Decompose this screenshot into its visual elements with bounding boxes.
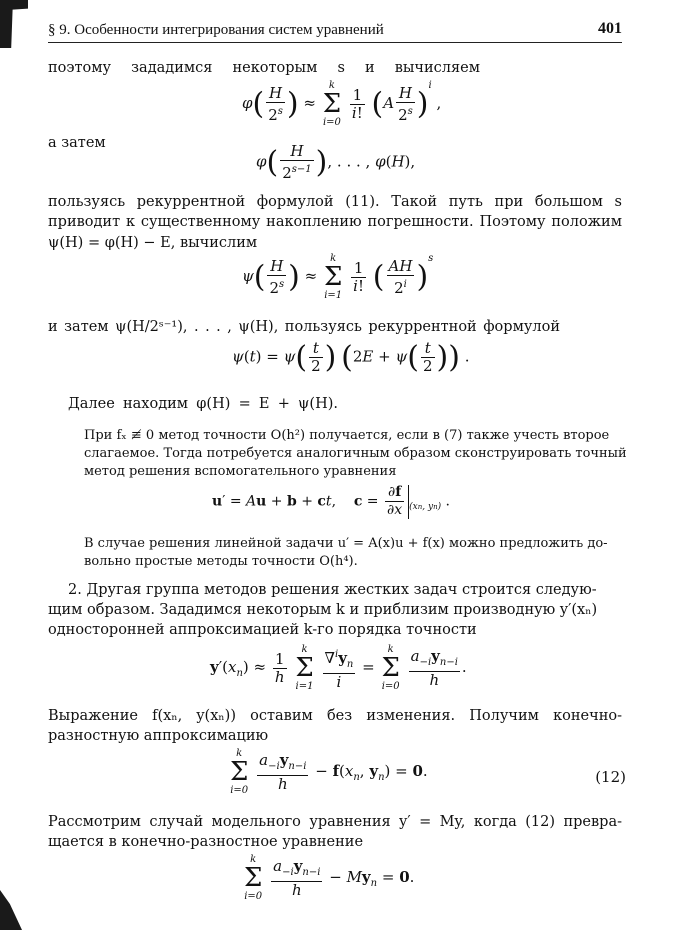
note-line-5: вольно простые методы точности O(h⁴). [84, 554, 358, 569]
paragraph-line-6: Рассмотрим случай модельного уравнения y′ = My, когда (12) превра- [48, 814, 622, 830]
note-line-2: слагаемое. Тогда потребуется аналогичным образом сконструировать точный [84, 446, 627, 461]
paragraph-line-2: щим образом. Зададимся некоторым k и приблизим производную y′(xₙ) [48, 602, 598, 618]
text-line-5: ψ(H) = φ(H) − E, вычислим [48, 235, 258, 251]
equation-psi-series: ψ( $\frac{H}{2^s}$ ) ≈ k Σ i=1 $\frac{1}{i!}$ ( $\frac{AH}{2^i}$ )$^s$ [242, 253, 434, 301]
paragraph-line-5: разностную аппроксимацию [48, 728, 269, 744]
page-number: 401 [598, 20, 622, 37]
paragraph-line-7: щается в конечно-разностное уравнение [48, 834, 364, 850]
paragraph-line-1: 2. Другая группа методов решения жестких задач строится следую- [68, 582, 597, 598]
paragraph-line-4: Выражение f(xₙ, y(xₙ)) оставим без изменения. Получим конечно- [48, 708, 622, 724]
note-line-1: При fₓ ≢ 0 метод точности O(h²) получается, если в (7) также учесть второе [84, 428, 610, 443]
note-line-4: В случае решения линейной задачи u′ = A(x)u + f(x) можно предложить до- [84, 536, 608, 551]
text-line-3: пользуясь рекуррентной формулой (11). Такой путь при большом s [48, 194, 622, 210]
equation-phi-series: φ( $\frac{H}{2^s}$ ) ≈ k Σ i=0 $\frac{1}{i!}$ (A $\frac{H}{2^s}$ )$^i$ , [242, 80, 442, 128]
text-line-6: и затем ψ(H/2ˢ⁻¹), . . . , ψ(H), пользуясь рекуррентной формулой [48, 319, 560, 335]
running-header [48, 20, 622, 43]
running-title: § 9. Особенности интегрирования систем уравнений [48, 22, 384, 38]
equation-model: k Σ i=0 $\frac{a_{-i}y_{n-i}}{h}$ − $My_n = 0$. [244, 854, 415, 902]
paragraph-line-3: односторонней аппроксимацией k-го порядка точности [48, 622, 477, 638]
scan-shadow-top-left [0, 0, 28, 48]
text-line-1: поэтому зададимся некоторым s и вычисляем [48, 60, 480, 76]
text-line-7: Далее находим φ(H) = E + ψ(H). [68, 396, 338, 412]
equation-12: k Σ i=0 $\frac{a_{-i}y_{n-i}}{h}$ − $f(x_n$, $y_n) = 0$. [230, 748, 428, 796]
note-line-3: метод решения вспомогательного уравнения [84, 464, 397, 479]
text-line-4: приводит к существенному накоплению погрешности. Поэтому положим [48, 214, 622, 230]
equation-phi-sequence: φ( $\frac{H}{2^{s-1}}$ ), . . . , φ(H), [256, 142, 416, 182]
equation-auxiliary: u′ = Au + b + ct, c = $\frac{\partial f}{\partial x}$ $_{(xn, yn)}$ . [212, 484, 451, 518]
equation-number-12: (12) [595, 768, 626, 786]
equation-psi-recurrence: ψ(t) = ψ( $\frac{t}{2}$ ) (2E + ψ( $\frac{t}{2}$ )) . [232, 339, 470, 375]
scan-shadow-bottom-left [0, 890, 22, 930]
text-line-2: а затем [48, 135, 106, 151]
equation-derivative-approx: $y'(x_n)$ ≈ $\frac{1}{h}$ k Σ i=1 $\frac{\nabla^iy_n}{i}$ = k Σ i=0 $\frac{a_{-i}y_{n-i}}{h}$ . [210, 644, 467, 692]
